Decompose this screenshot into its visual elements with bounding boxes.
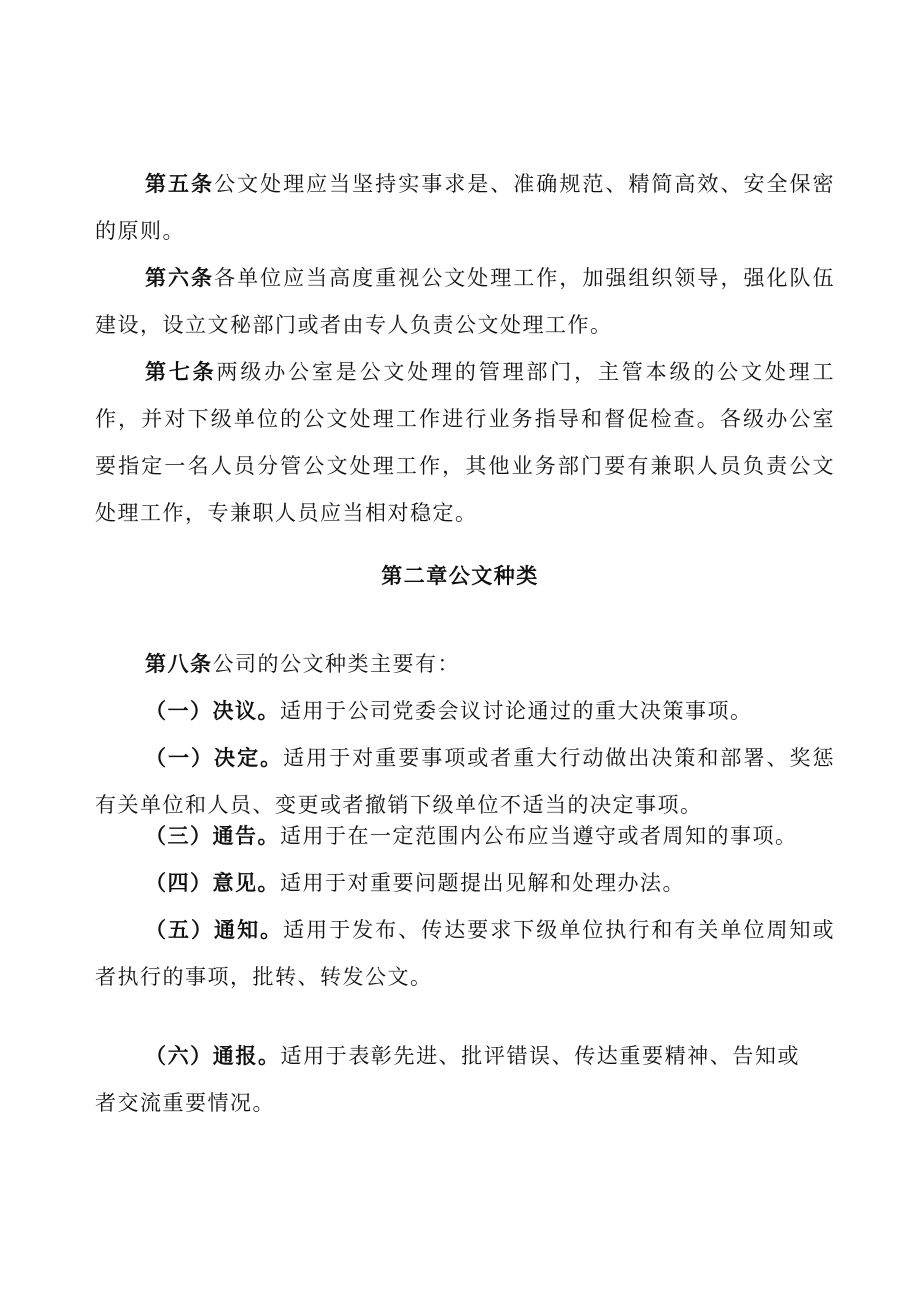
article-7-lead: 第七条 — [145, 359, 217, 384]
article-5-text: 公文处理应当坚持实事求是、准确规范、精简高效、安全保密的原则。 — [95, 172, 836, 243]
list-item-text: 适用于发布、传达要求下级单位执行和有关单位周知或者执行的事项，批转、转发公文。 — [95, 918, 836, 989]
chapter-heading: 第二章公文种类 — [381, 563, 539, 588]
list-item-lead: （六）通报。 — [145, 1043, 281, 1068]
list-item-lead: （三）通告。 — [145, 823, 280, 848]
article-8-lead: 第八条 — [145, 651, 213, 676]
article-8 — [95, 640, 835, 688]
list-item-text: 适用于在一定范围内公布应当遵守或者周知的事项。 — [280, 824, 798, 848]
list-item — [95, 812, 855, 860]
list-item — [95, 859, 835, 907]
list-item-lead: （一）决议。 — [145, 698, 280, 723]
list-item-text: 适用于表彰先进、批评错误、传达重要精神、告知或者交流重要情况。 — [95, 1044, 801, 1115]
list-item — [95, 1032, 800, 1127]
article-6-lead: 第六条 — [145, 265, 215, 290]
article-6 — [95, 254, 835, 349]
list-item-text: 适用于公司党委会议讨论通过的重大决策事项。 — [280, 699, 753, 723]
article-7 — [95, 348, 835, 537]
list-item-text: 适用于对重要事项或者重大行动做出决策和部署、奖惩有关单位和人员、变更或者撤销下级单位不适当的决定事项。 — [95, 746, 836, 817]
article-5 — [95, 160, 835, 255]
list-item-lead: （一）决定。 — [145, 745, 284, 770]
list-item — [95, 687, 835, 735]
article-6-text: 各单位应当高度重视公文处理工作，加强组织领导，强化队伍建设，设立文秘部门或者由专人负责公文处理工作。 — [95, 266, 836, 337]
article-7-text: 两级办公室是公文处理的管理部门，主管本级的公文处理工作，并对下级单位的公文处理工作进行业务指导和督促检查。各级办公室要指定一名人员分管公文处理工作，其他业务部门要有兼职人员负责公文处理工作，专兼职人员应当相对稳定。 — [95, 360, 836, 525]
list-item-lead: （五）通知。 — [145, 917, 284, 942]
list-item-lead: （四）意见。 — [145, 870, 280, 895]
list-item — [95, 906, 835, 1001]
article-8-text: 公司的公文种类主要有： — [212, 652, 460, 676]
article-5-lead: 第五条 — [145, 171, 215, 196]
list-item-text: 适用于对重要问题提出见解和处理办法。 — [280, 871, 685, 895]
